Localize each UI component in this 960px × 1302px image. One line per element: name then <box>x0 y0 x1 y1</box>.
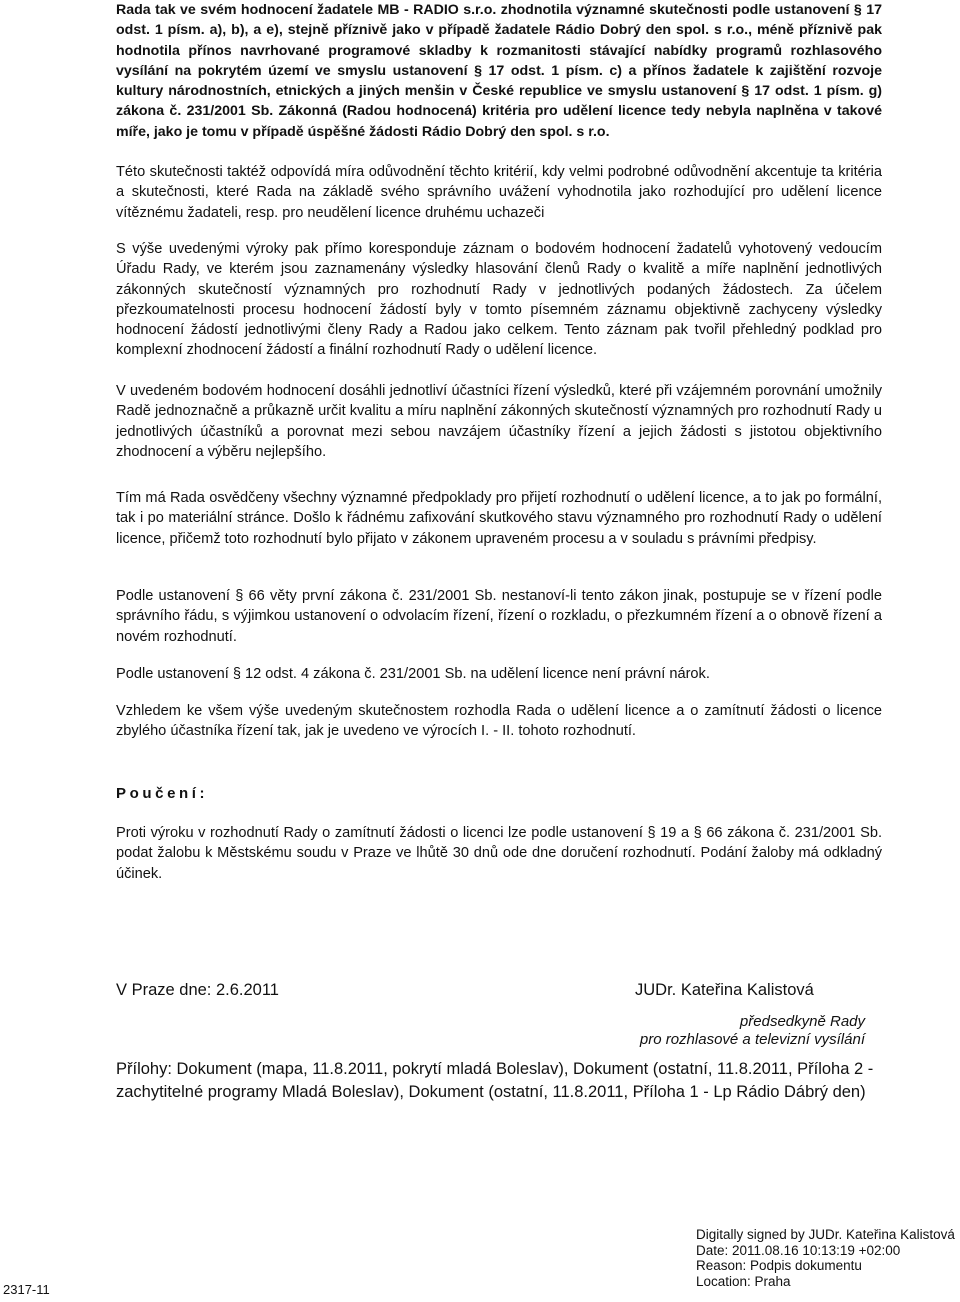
signer-role-line-2: pro rozhlasové a televizní vysílání <box>639 1031 865 1048</box>
signer-name: JUDr. Kateřina Kalistová <box>635 981 814 999</box>
date-line: V Praze dne: 2.6.2011 <box>116 981 279 999</box>
signer-role-line-1: předsedkyně Rady <box>739 1013 865 1030</box>
paragraph-scoring-record: S výše uvedenými výroky pak přímo koresponduje záznam o bodovém hodnocení žadatelů vyhotovený vedoucím Úřadu Rady, ve kterém jsou zaznamenány výsledky hlasování členů Rady o kvalitě a míře naplnění jednotlivých zákonných skutečností významných pro rozhodnutí Rady v jednotlivých podaných žádostech. Za účelem přezkoumatelnosti procesu hodnocení žádostí byly v tomto písemném záznamu objektivně zachyceny výsledky hodnocení žádostí jednotlivými členy Rady a Radou jako celkem. Tento záznam pak tvořil přehledný podklad pro komplexní zhodnocení žádostí a finální rozhodnutí Rady o udělení licence. <box>116 241 882 359</box>
digital-signature-reason: Reason: Podpis dokumentu <box>696 1258 862 1273</box>
paragraph-no-legal-claim: Podle ustanovení § 12 odst. 4 zákona č. 231/2001 Sb. na udělení licence není právní nárok. <box>116 666 710 682</box>
paragraph-preconditions: Tím má Rada osvědčeny všechny významné předpoklady pro přijetí rozhodnutí o udělení licence, a to jak po formální, tak i po materiální stránce. Došlo k řádnému zafixování skutkového stavu významného pro rozhodnutí Rady o udělení licence, přičemž toto rozhodnutí bylo přijato v zákonem upraveném procesu a v souladu s právními předpisy. <box>116 490 882 547</box>
digital-signature-date: Date: 2011.08.16 10:13:19 +02:00 <box>696 1242 901 1258</box>
paragraph-evaluation-justification: Této skutečnosti taktéž odpovídá míra odůvodnění těchto kritérií, kdy velmi podrobné odůvodnění akcentuje ta kritéria a skutečnosti, které Rada na základě svého správního uvážení vyhodnotila jako rozhodující pro udělení licence vítěznému žadateli, resp. pro neudělení licence druhému uchazeči <box>116 164 882 221</box>
digital-signature-location: Location: Praha <box>696 1273 791 1289</box>
page-identifier: 2317-11 <box>3 1282 50 1297</box>
instruction-heading: Poučení: <box>116 785 209 802</box>
attachments-list: Přílohy: Dokument (mapa, 11.8.2011, pokrytí mladá Boleslav), Dokument (ostatní, 11.8.2011, Příloha 2 - zachytitelné programy Mladá Boleslav), Dokument (ostatní, 11.8.2011, Příloha 1 - Lp Rádio Dábrý den) <box>116 1060 874 1101</box>
paragraph-evaluation-bold: Rada tak ve svém hodnocení žadatele MB - RADIO s.r.o. zhodnotila významné skutečnosti podle ustanovení § 17 odst. 1 písm. a), b), a e), stejně příznivě jako v případě žadatele Rádio Dobrý den spol. s r.o., méně příznivě pak hodnotila přínos navrhované programové skladby k rozmanitosti stávající nabídky programů rozhlasového vysílání na pokrytém území ve smyslu ustanovení § 17 odst. 1 písm. c) a přínos žadatele k zajištění rozvoje kultury národnostních, etnických a jiných menšin v České republice ve smyslu ustanovení § 17 odst. 1 písm. g) zákona č. 231/2001 Sb. Zákonná (Radou hodnocená) kritéria pro udělení licence tedy nebyla naplněna v takové míře, jako je tomu v případě úspěšné žádosti Rádio Dobrý den spol. s r.o. <box>116 2 882 140</box>
digital-signature-signer: Digitally signed by JUDr. Kateřina Kalistová <box>696 1227 955 1242</box>
paragraph-decision: Vzhledem ke všem výše uvedeným skutečnostem rozhodla Rada o udělení licence a o zamítnutí žádosti o licence zbylého účastníka řízení tak, jak je uvedeno ve výrocích I. - II. tohoto rozhodnutí. <box>116 703 882 740</box>
paragraph-procedure-law: Podle ustanovení § 66 věty první zákona č. 231/2001 Sb. nestanoví-li tento zákon jinak, postupuje se v řízení podle správního řádu, s výjimkou ustanovení o odvolacím řízení, řízení o rozkladu, o přezkumném řízení a o obnově řízení a novém rozhodnutí. <box>116 588 882 645</box>
paragraph-scoring-results: V uvedeném bodovém hodnocení dosáhli jednotliví účastníci řízení výsledků, které při vzájemném porovnání umožnily Radě jednoznačně a průkazně určit kvalitu a míru naplnění zákonných skutečností významných pro rozhodnutí Rady u jednotlivých účastníků a porovnat mezi sebou navzájem účastníky řízení a jejich žádosti s jistotou objektivního zhodnocení a výběru nejlepšího. <box>116 383 882 460</box>
digital-signature-block <box>696 1227 955 1289</box>
paragraph-appeal-instruction: Proti výroku v rozhodnutí Rady o zamítnutí žádosti o licenci lze podle ustanovení § 19 a § 66 zákona č. 231/2001 Sb. podat žalobu k Městskému soudu v Praze ve lhůtě 30 dnů ode dne doručení rozhodnutí. Podání žaloby má odkladný účinek. <box>116 825 882 882</box>
